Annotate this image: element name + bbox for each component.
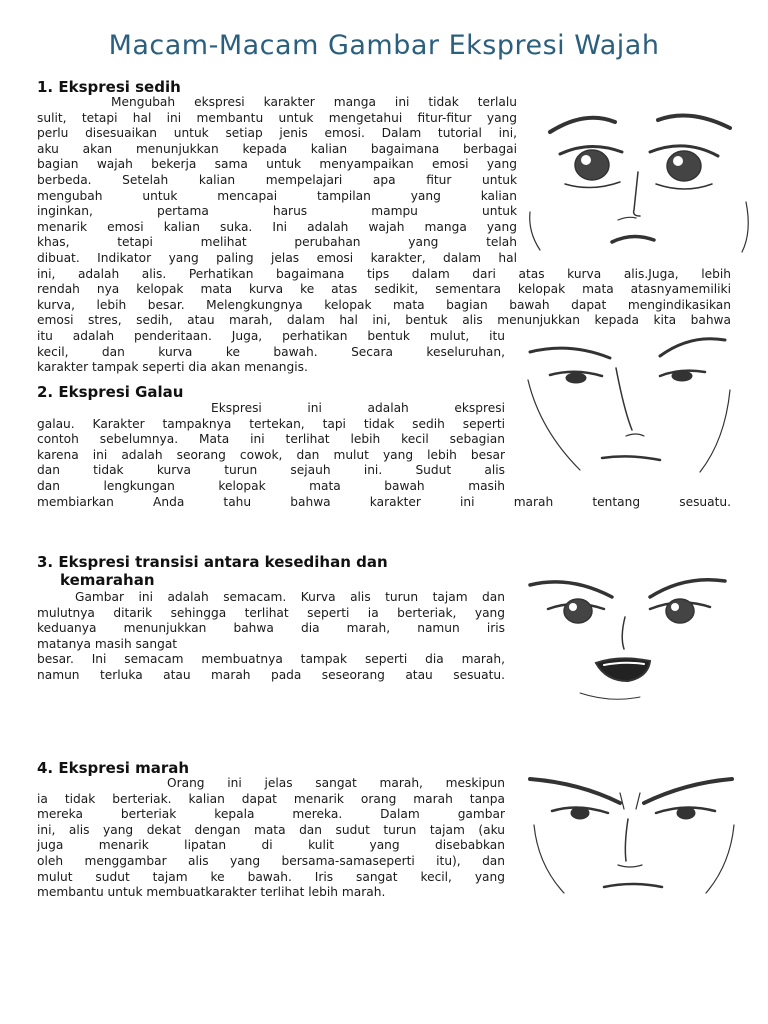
text-line: menarik emosi kalian suka. Ini adalah wajah manga yang: [37, 219, 517, 234]
text-line: contoh sebelumnya. Mata ini terlihat lebih kecil sebagian: [37, 432, 505, 447]
text-line: perlu disesuaikan untuk setiap jenis emosi. Dalam tutorial ini,: [37, 126, 517, 141]
text-line: galau. Karakter tampaknya tertekan, tapi tidak sedih seperti: [37, 416, 505, 431]
text-line: sulit, tetapi hal ini membantu untuk mengetahui fitur-fitur yang: [37, 110, 517, 125]
section-3-heading: 3. Ekspresi transisi antara kesedihan dan: [37, 553, 388, 571]
text-line: karena ini adalah seorang cowok, dan mulut yang lebih besar: [37, 447, 505, 462]
text-line: kecil, dan kurva ke bawah. Secara keseluruhan,: [37, 344, 505, 359]
page-title: Macam-Macam Gambar Ekspresi Wajah: [108, 30, 660, 61]
text-line: besar. Ini semacam membuatnya tampak seperti dia marah,: [37, 652, 505, 667]
transition-face-illustration: [520, 567, 745, 707]
section-2-body: [37, 401, 731, 510]
galau-face-illustration: [520, 320, 745, 480]
text-line: membantu untuk membuatkarakter terlihat lebih marah.: [37, 885, 386, 900]
text-line: dan lengkungan kelopak mata bawah masih: [37, 478, 505, 493]
text-line: ia tidak berteriak. kalian dapat menarik orang marah tanpa: [37, 791, 505, 806]
text-line: matanya masih sangat: [37, 636, 178, 651]
text-line: inginkan, pertama harus mampu untuk: [37, 204, 517, 219]
text-line: dibuat. Indikator yang paling jelas emosi karakter, dalam hal: [37, 250, 517, 265]
section-4-body: [37, 776, 505, 901]
text-line: juga menarik lipatan di kulit yang disebabkan: [37, 838, 505, 853]
text-line: Mengubah ekspresi karakter manga ini tidak terlalu: [111, 95, 517, 109]
text-line: Ekspresi ini adalah ekspresi: [211, 401, 505, 415]
text-line: aku akan menunjukkan kepada kalian bagaimana berbagai: [37, 141, 517, 156]
text-line: dan tidak kurva turun sejauh ini. Sudut alis: [37, 463, 505, 478]
sad-face-illustration: [520, 92, 760, 257]
text-line: Gambar ini adalah semacam. Kurva alis turun tajam dan: [75, 590, 505, 604]
text-line: emosi stres, sedih, atau marah, dalam hal ini, bentuk alis menunjukkan kepada kita bahwa: [37, 313, 731, 328]
text-line: keduanya menunjukkan bahwa dia marah, namun iris: [37, 621, 505, 636]
section-4-heading: 4. Ekspresi marah: [37, 759, 190, 777]
text-line: khas, tetapi melihat perubahan yang telah: [37, 235, 517, 250]
section-2-heading: 2. Ekspresi Galau: [37, 383, 184, 401]
text-line: bagian wajah bekerja sama untuk menyampaikan emosi yang: [37, 157, 517, 172]
text-line: mereka berteriak kepala mereka. Dalam gambar: [37, 807, 505, 822]
text-line: kurva, lebih besar. Melengkungnya kelopak mata bagian bawah dapat mengindikasikan: [37, 297, 731, 312]
text-line: berbeda. Setelah kalian mempelajari apa fitur untuk: [37, 172, 517, 187]
text-line: rendah nya kelopak mata kurva ke atas sedikit, sementara kelopak mata atasnyamemiliki: [37, 282, 731, 297]
text-line: mulutnya ditarik sehingga terlihat seperti ia berteriak, yang: [37, 605, 505, 620]
text-line: mengubah untuk mencapai tampilan yang kalian: [37, 188, 517, 203]
text-line: mulut sudut tajam ke bawah. Iris sangat kecil, yang: [37, 869, 505, 884]
section-3-body: [37, 590, 505, 684]
text-line: Orang ini jelas sangat marah, meskipun: [167, 776, 505, 790]
text-line: karakter tampak seperti dia akan menangis.: [37, 360, 308, 375]
section-1-heading: 1. Ekspresi sedih: [37, 78, 181, 96]
angry-face-illustration: [520, 765, 750, 900]
text-line: ini, alis yang dekat dengan mata dan sudut turun tajam (aku: [37, 822, 505, 837]
text-line: oleh menggambar alis yang bersama-samaseperti itu), dan: [37, 853, 505, 868]
text-line: namun terluka atau marah pada seseorang atau sesuatu.: [37, 667, 505, 682]
section-1-body: [37, 95, 731, 376]
text-line: itu adalah penderitaan. Juga, perhatikan bentuk mulut, itu: [37, 328, 505, 343]
section-3-heading-cont: kemarahan: [60, 571, 155, 589]
text-line: membiarkan Anda tahu bahwa karakter ini marah tentang sesuatu.: [37, 494, 731, 509]
text-line: ini, adalah alis. Perhatikan bagaimana tips dalam dari atas kurva alis.Juga, lebih: [37, 266, 731, 281]
